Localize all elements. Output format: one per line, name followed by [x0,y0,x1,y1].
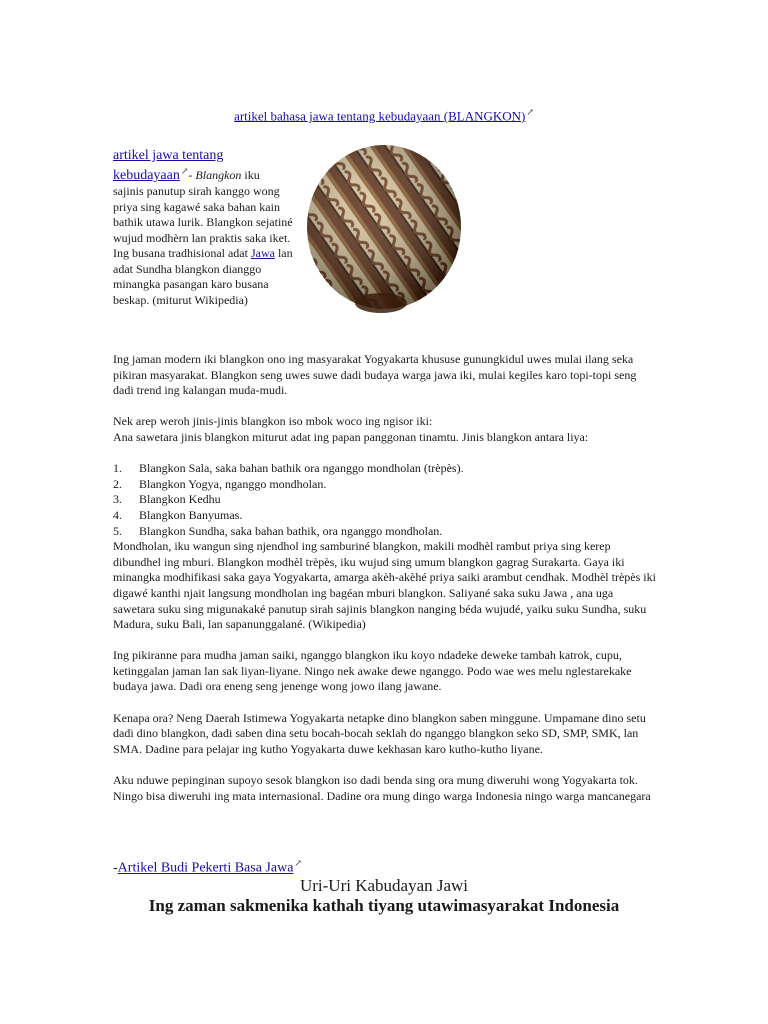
paragraph-3: Mondholan, iku wangun sing njendhol ing samburiné blangkon, makili modhèl rambut priya sing kerep dibundhel ing mburi. Blangkon modhèl trèpès, iku wujud sing umum blangkon gagrag Surakarta. Gaya iki minangka modhifikasi saka gaya Yogyakarta, amarga akèh-akèhé priya saiki arambut cendhak. Modhèl trèpès iki digawé kanthi njait langsung mondholan ing bagéan mburi blangkon. Saliyané saka suku Jawa , ana uga sawetara suku sing migunakaké panutup sirah sajinis blangkon nanging béda wujudé, yaiku suku Sundha, suku Madura, suku Bali, lan sapanunggalané. (Wikipedia) [113,539,656,632]
paragraph-4: Ing pikiranne para mudha jaman saiki, nganggo blangkon iku koyo ndadeke deweke tambah katrok, cupu, ketinggalan jaman lan sak liyan-liyane. Ningo nek awake dewe nganggo. Podo wae wes melu nglestarekake budaya jawa. Dadi ora eneng seng jenenge wong jowo ilang jawane. [113,648,632,694]
intro-link-line2: kebudayaan [113,168,180,183]
related-article [113,855,302,877]
intro-text-1: iku sajinis panutup sirah kanggo wong priya sing kagawé saka bahan kain bathik utawa lurik. Blangkon sejatiné wujud modhèrn lan praktis saka iket. Ing busana tradhisional adat [113,168,293,260]
blangkon-photo [303,135,465,315]
title-link[interactable]: artikel bahasa jawa tentang kebudayaan (BLANGKON) [234,108,526,124]
intro-prefix: - [188,168,196,182]
related-link[interactable]: Artikel Budi Pekerti Basa Jawa [117,860,294,876]
external-link-icon: ↗ [526,107,534,117]
paragraph-6: Aku nduwe pepinginan supoyo sesok blangkon iso dadi benda sing ora mung diweruhi wong Yogyakarta tok. Ningo bisa diweruhi ing mata internasional. Dadine ora mung dingo warga Indonesia ningo warga mancanegara [113,773,651,803]
external-link-icon: ↗ [180,166,189,176]
article-title [0,104,768,124]
paragraph-5: Kenapa ora? Neng Daerah Istimewa Yogyakarta netapke dino blangkon saben minggune. Umpamane dino setu dadi dino blangkon, dadi saben dina setu bocah-bocah seklah do nganggo blangkon seko SD, SMP, SMK, lan SMA. Dadine para pelajar ing kutho Yogyakarta duwe kekhasan karo kutho-kutho liyane. [113,710,646,756]
paragraph-2b: Ana sawetara jinis blangkon miturut adat ing papan panggonan tinamtu. Jinis blangkon antara liya: [113,429,589,444]
list-item: 1. Blangkon Sala, saka bahan bathik ora nganggo mondholan (trèpès). [113,461,464,476]
intro-text-2: lan adat Sundha blangkon dianggo minangka pasangan karo busana beskap. (miturut Wikipedia) [113,246,293,307]
paragraph-2a: Nek arep weroh jinis-jinis blangkon iso mbok woco ing ngisor iki: [113,414,433,429]
article-body [113,352,658,804]
paragraph-1: Ing jaman modern iki blangkon ono ing masyarakat Yogyakarta khususe gunungkidul uwes mulai ilang seka pikiran masyarakat. Blangkon seng uwes suwe dadi budaya warga jawa iki, mulai kegiles karo topi-topi seng dadi trend ing kalangan muda-mudi. [113,352,637,398]
list-item: 4. Blangkon Banyumas. [113,507,243,522]
list-item: 2. Blangkon Yogya, nganggo mondholan. [113,476,327,491]
list-item: 5. Blangkon Sundha, saka bahan bathik, ora nganggo mondholan. [113,523,443,538]
blangkon-types-list [113,461,658,539]
intro-link-line1: artikel jawa tentang [113,148,224,163]
list-item: 3. Blangkon Kedhu [113,492,221,507]
intro-paragraph [113,147,293,308]
jawa-link[interactable]: Jawa [250,246,275,260]
external-link-icon: ↗ [294,858,302,868]
section-heading: Uri-Uri Kabudayan Jawi [299,876,469,895]
section-subheading: Ing zaman sakmenika kathah tiyang utawimasyarakat Indonesia [148,896,620,915]
related-prefix: - [113,860,118,876]
intro-italic-term: Blangkon [195,168,242,182]
